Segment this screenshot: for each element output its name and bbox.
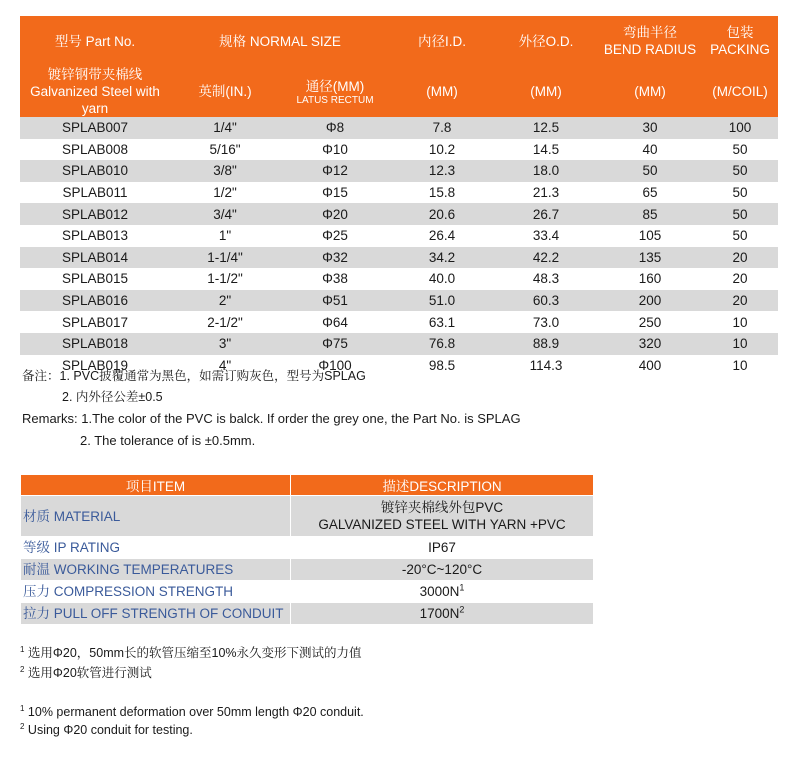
property-row-temperature [21,559,594,581]
cell-bend-radius: 135 [598,247,702,269]
cell-mm-size: Φ10 [280,139,390,161]
cell-part-no: SPLAB013 [20,225,170,247]
cell-inner-diameter: 12.3 [390,160,494,182]
cell-outer-diameter: 42.2 [494,247,598,269]
cell-mm-size: Φ51 [280,290,390,312]
cell-bend-radius: 105 [598,225,702,247]
compression-value: 3000N [419,584,460,599]
cell-packing: 50 [702,225,778,247]
specification-table [20,16,778,376]
cell-mm-size: Φ75 [280,333,390,355]
cell-inner-diameter: 40.0 [390,268,494,290]
cell-packing: 20 [702,268,778,290]
cell-outer-diameter: 48.3 [494,268,598,290]
cell-part-no: SPLAB016 [20,290,170,312]
cell-mm-size: Φ12 [280,160,390,182]
cell-bend-radius: 85 [598,203,702,225]
table-row [20,117,778,139]
cell-bend-radius: 50 [598,160,702,182]
table-row [20,203,778,225]
cell-bend-radius: 30 [598,117,702,139]
cell-inner-diameter: 76.8 [390,333,494,355]
header-material-cn: 镀锌钢带夹棉线 [47,67,143,82]
cell-packing: 50 [702,182,778,204]
header-inch: 英制(IN.) [170,66,280,117]
header-item: 项目ITEM [21,475,291,496]
footnote-en-2 [20,723,193,738]
material-value [291,496,594,537]
cell-mm-size: Φ15 [280,182,390,204]
cell-outer-diameter: 88.9 [494,333,598,355]
cell-inch-size: 3/4" [170,203,280,225]
property-row-pull-off [21,603,594,625]
header-mm-en: LATUS RECTUM [296,94,374,106]
footnote-en-1-mark: 1 [20,703,25,713]
table-row [20,225,778,247]
cell-mm-size: Φ32 [280,247,390,269]
table-row [20,268,778,290]
table-row [20,139,778,161]
cell-packing: 10 [702,333,778,355]
cell-mm-size: Φ100 [280,355,390,377]
cell-bend-radius: 400 [598,355,702,377]
cell-inch-size: 1-1/4" [170,247,280,269]
cell-outer-diameter: 60.3 [494,290,598,312]
header-packing [702,16,778,66]
header-unit-od: (MM) [494,66,598,117]
cell-mm-size: Φ38 [280,268,390,290]
cell-bend-radius: 200 [598,290,702,312]
cell-inch-size: 2-1/2" [170,311,280,333]
cell-outer-diameter: 12.5 [494,117,598,139]
pull-off-label: 拉力 PULL OFF STRENGTH OF CONDUIT [21,603,291,625]
spec-header-row-1 [20,16,778,66]
cell-inch-size: 3" [170,333,280,355]
ip-label: 等级 IP RATING [21,537,291,559]
header-pack-en: PACKING [710,42,770,57]
property-row-ip [21,537,594,559]
cell-inch-size: 1-1/2" [170,268,280,290]
cell-part-no: SPLAB015 [20,268,170,290]
cell-packing: 20 [702,290,778,312]
cell-part-no: SPLAB007 [20,117,170,139]
cell-outer-diameter: 33.4 [494,225,598,247]
cell-inner-diameter: 20.6 [390,203,494,225]
cell-part-no: SPLAB012 [20,203,170,225]
temperature-value: -20°C~120°C [291,559,594,581]
cell-bend-radius: 65 [598,182,702,204]
cell-part-no: SPLAB019 [20,355,170,377]
cell-inner-diameter: 98.5 [390,355,494,377]
cell-packing: 10 [702,355,778,377]
cell-outer-diameter: 18.0 [494,160,598,182]
pull-off-value: 1700N [419,606,460,621]
cell-inch-size: 3/8" [170,160,280,182]
remark-en-2: 2. The tolerance of is ±0.5mm. [80,433,256,448]
material-label: 材质 MATERIAL [21,496,291,537]
footnote-cn-2 [20,666,152,681]
ip-value: IP67 [291,537,594,559]
footnote-cn-1-mark: 1 [20,644,25,654]
cell-part-no: SPLAB018 [20,333,170,355]
property-header-row [21,475,594,496]
cell-bend-radius: 40 [598,139,702,161]
table-row [20,160,778,182]
material-value-en: GALVANIZED STEEL WITH YARN +PVC [318,517,566,532]
footnote-en-1-text: 10% permanent deformation over 50mm length Φ20 conduit. [24,705,364,719]
pull-off-footnote-mark: 2 [459,604,465,615]
footnote-en-2-mark: 2 [20,721,25,731]
header-description: 描述DESCRIPTION [291,475,594,496]
cell-packing: 10 [702,311,778,333]
spec-header-row-2 [20,66,778,117]
cell-part-no: SPLAB014 [20,247,170,269]
footnote-en-1 [20,705,364,720]
table-row [20,182,778,204]
cell-mm-size: Φ25 [280,225,390,247]
table-row [20,290,778,312]
cell-bend-radius: 320 [598,333,702,355]
header-bend-en: BEND RADIUS [603,42,697,57]
cell-bend-radius: 160 [598,268,702,290]
compression-label: 压力 COMPRESSION STRENGTH [21,581,291,603]
cell-inch-size: 4" [170,355,280,377]
remark-cn-1: 备注：1. PVC披覆通常为黑色，如需订购灰色，型号为SPLAG [22,369,366,383]
cell-part-no: SPLAB011 [20,182,170,204]
cell-packing: 20 [702,247,778,269]
cell-packing: 50 [702,160,778,182]
cell-packing: 50 [702,139,778,161]
header-unit-id: (MM) [390,66,494,117]
cell-mm-size: Φ64 [280,311,390,333]
compression-footnote-mark: 1 [459,582,465,593]
footnote-cn-2-mark: 2 [20,664,25,674]
property-table [20,474,594,625]
footnote-cn-2-text: 选用Φ20软管进行测试 [24,666,152,680]
cell-outer-diameter: 114.3 [494,355,598,377]
spec-table-body [20,117,778,376]
cell-inch-size: 2" [170,290,280,312]
cell-packing: 100 [702,117,778,139]
header-unit-bend: (MM) [598,66,702,117]
cell-packing: 50 [702,203,778,225]
header-bend-radius [598,16,702,66]
header-mm-cn: 通径(MM) [305,78,365,94]
cell-inner-diameter: 10.2 [390,139,494,161]
cell-mm-size: Φ20 [280,203,390,225]
footnote-en-2-text: Using Φ20 conduit for testing. [24,723,193,737]
header-material [20,66,170,117]
header-normal-size: 规格 NORMAL SIZE [170,16,390,66]
cell-outer-diameter: 14.5 [494,139,598,161]
cell-outer-diameter: 21.3 [494,182,598,204]
cell-inner-diameter: 63.1 [390,311,494,333]
cell-inner-diameter: 7.8 [390,117,494,139]
table-row [20,311,778,333]
cell-inner-diameter: 34.2 [390,247,494,269]
cell-part-no: SPLAB010 [20,160,170,182]
cell-inner-diameter: 51.0 [390,290,494,312]
property-row-material [21,496,594,537]
header-od: 外径O.D. [494,16,598,66]
cell-inch-size: 1/4" [170,117,280,139]
material-value-cn: 镀锌夹棉线外包PVC [380,500,504,515]
footnote-cn-1 [20,646,362,661]
cell-part-no: SPLAB008 [20,139,170,161]
cell-inch-size: 5/16" [170,139,280,161]
cell-inch-size: 1/2" [170,182,280,204]
header-part-no: 型号 Part No. [20,16,170,66]
cell-part-no: SPLAB017 [20,311,170,333]
header-material-en: Galvanized Steel with yarn [30,84,160,116]
remark-cn-2: 2. 内外径公差±0.5 [62,390,163,404]
header-mm [280,66,390,117]
temperature-label: 耐温 WORKING TEMPERATURES [21,559,291,581]
header-id: 内径I.D. [390,16,494,66]
remark-en-1: Remarks: 1.The color of the PVC is balck. If order the grey one, the Part No. is SPLAG [22,411,521,426]
header-unit-pack: (M/COIL) [702,66,778,117]
compression-value-cell [291,581,594,603]
table-row [20,333,778,355]
table-row [20,247,778,269]
cell-inner-diameter: 26.4 [390,225,494,247]
cell-bend-radius: 250 [598,311,702,333]
cell-outer-diameter: 26.7 [494,203,598,225]
cell-inner-diameter: 15.8 [390,182,494,204]
property-row-compression [21,581,594,603]
cell-outer-diameter: 73.0 [494,311,598,333]
header-bend-cn: 弯曲半径 [623,25,678,40]
cell-mm-size: Φ8 [280,117,390,139]
cell-inch-size: 1" [170,225,280,247]
pull-off-value-cell [291,603,594,625]
header-pack-cn: 包装 [726,25,754,40]
footnote-cn-1-text: 选用Φ20，50mm长的软管压缩至10%永久变形下测试的力值 [24,646,362,660]
